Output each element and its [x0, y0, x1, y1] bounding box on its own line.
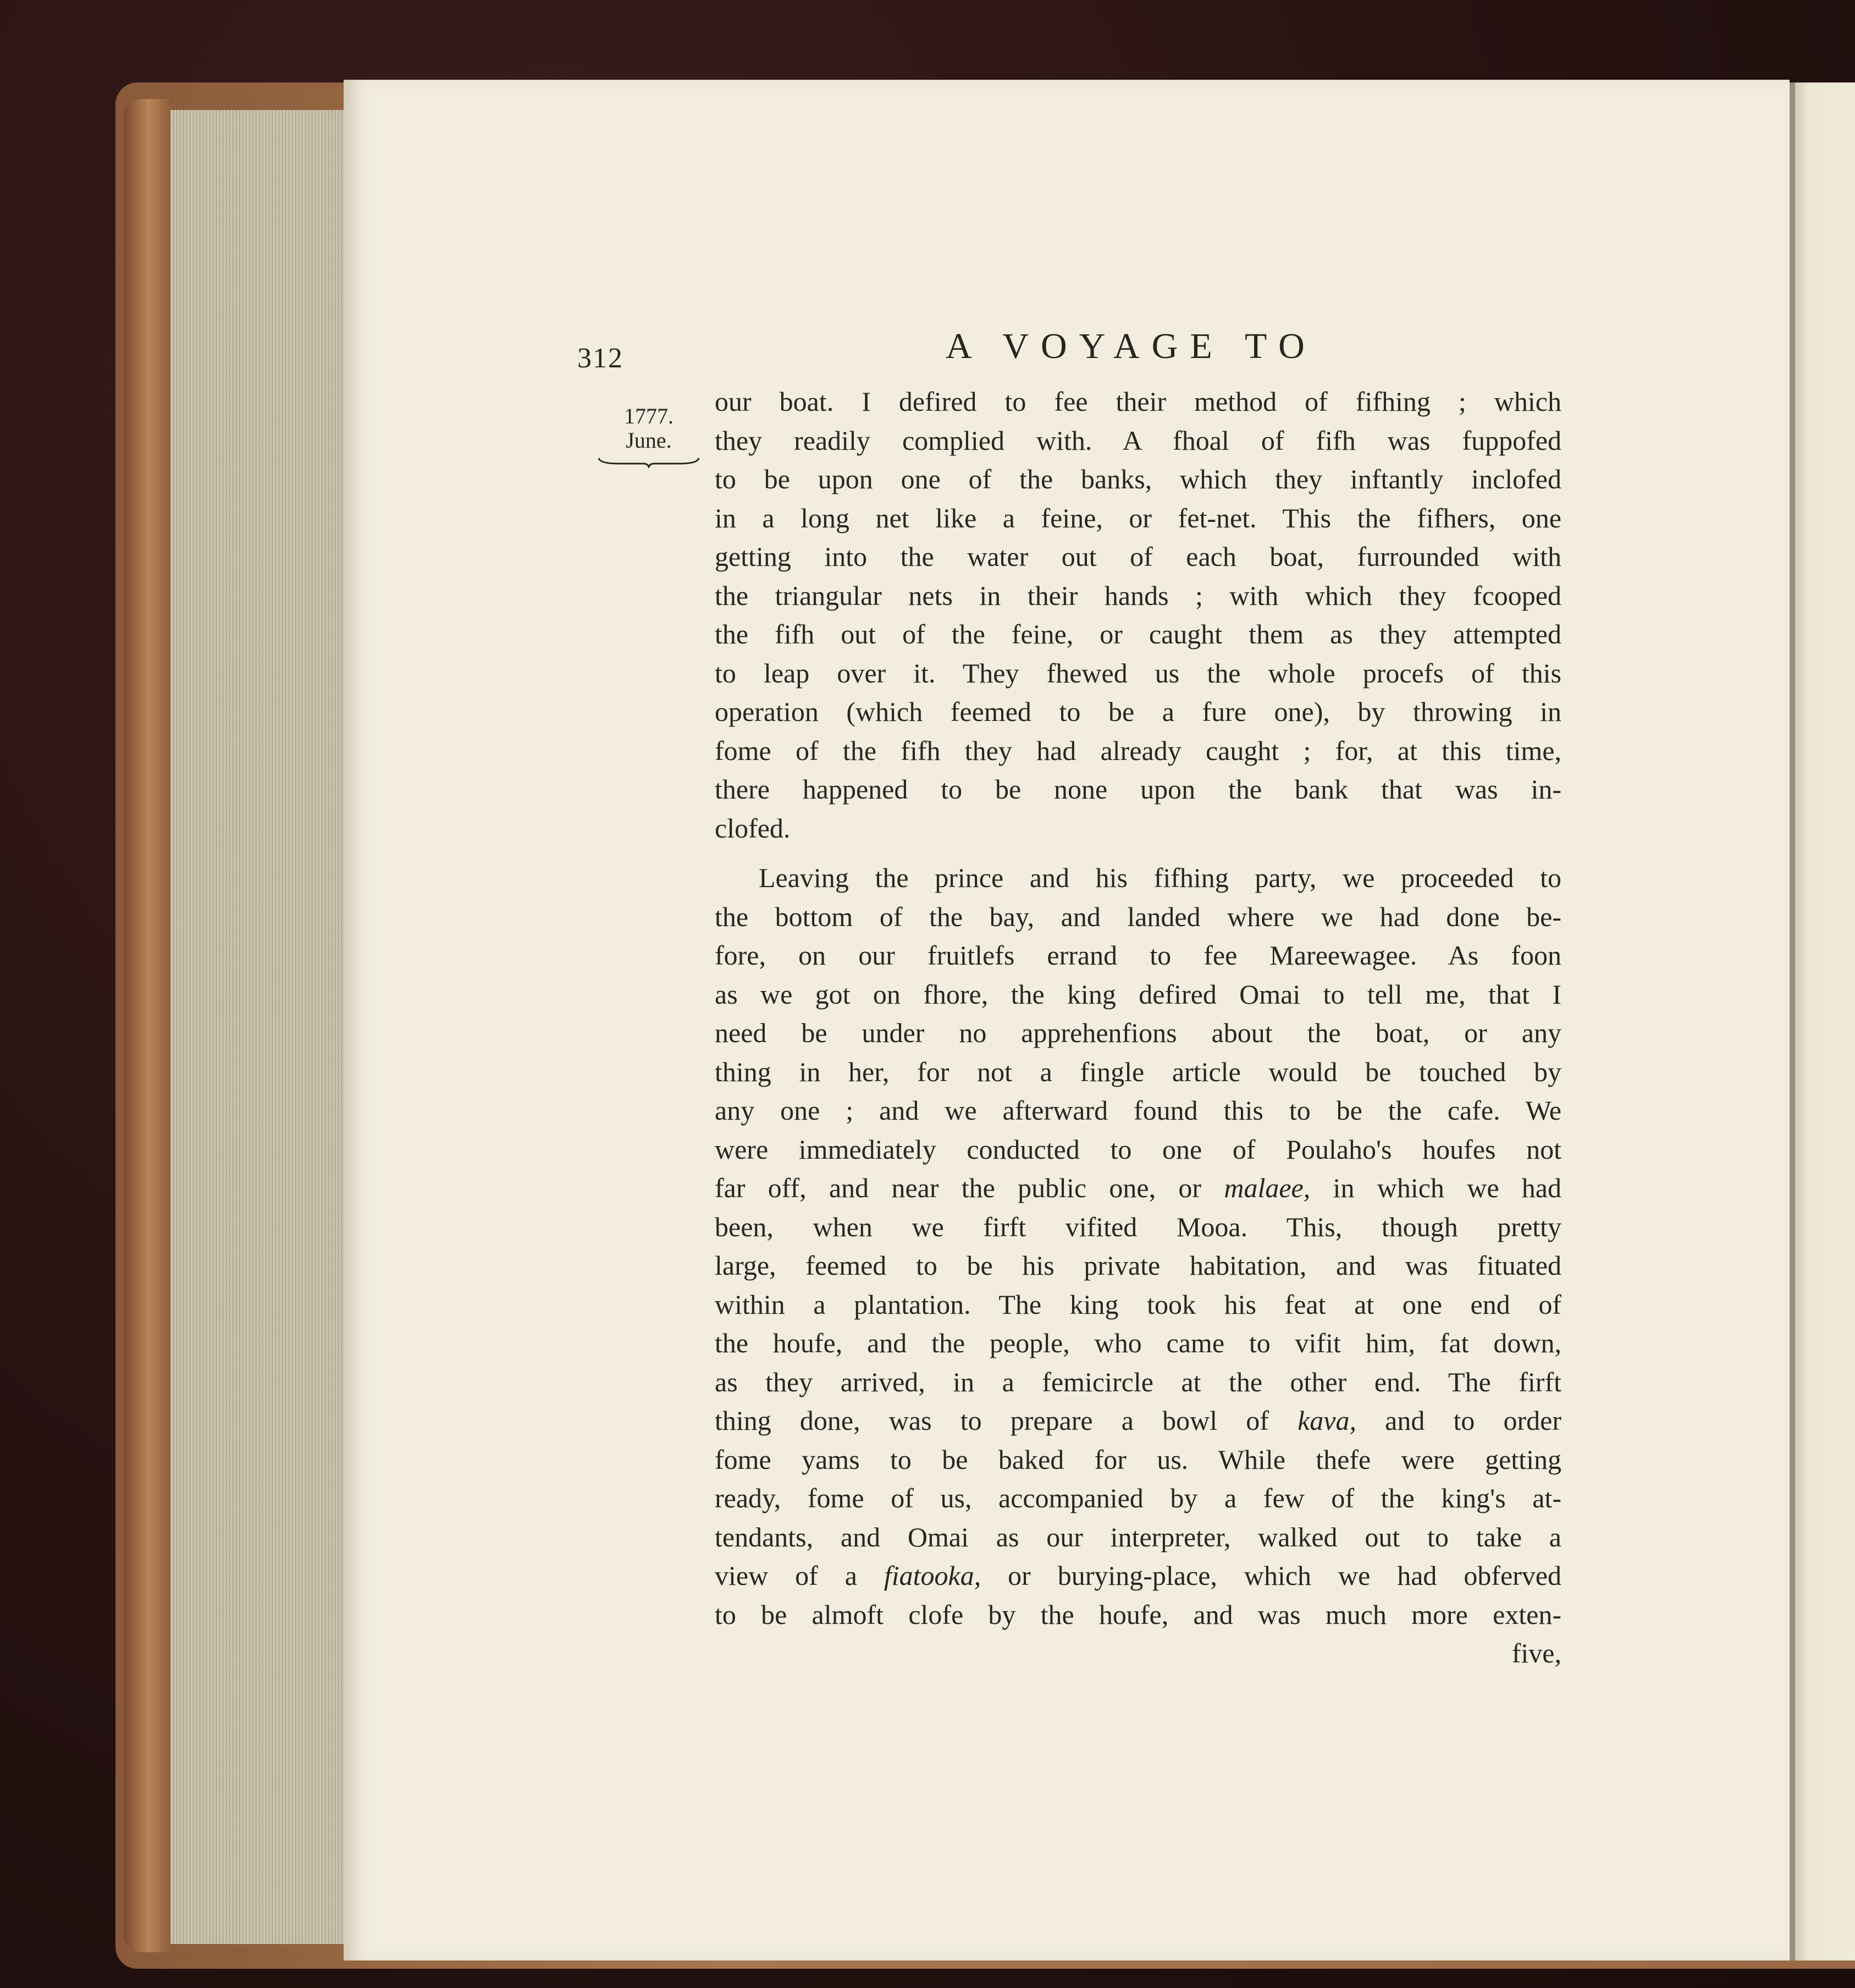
text-line: need be under no apprehenfions about the boat, or any	[715, 1017, 1561, 1048]
text-line: our boat. I defired to fee their method of fifhing ; which	[715, 386, 1561, 417]
text-line: any one ; and we afterward found this to be the cafe. We	[715, 1095, 1561, 1126]
text-line: they readily complied with. A fhoal of fifh was fuppofed	[715, 425, 1561, 456]
brace-icon	[597, 455, 701, 468]
text-line: as we got on fhore, the king defired Omai to tell me, that I	[715, 978, 1561, 1010]
text-line: large, feemed to be his private habitation, and was fituated	[715, 1250, 1561, 1281]
text-segment: view of a	[715, 1560, 857, 1591]
text-line: in a long net like a feine, or fet-net. This the fifhers, one	[715, 502, 1561, 533]
page-block-edge	[170, 110, 344, 1944]
text-line: to leap over it. They fhewed us the whole procefs of this	[715, 657, 1561, 689]
text-line: to be upon one of the banks, which they inftantly inclofed	[715, 464, 1561, 494]
text-line: the houfe, and the people, who came to vifit him, fat down,	[715, 1328, 1561, 1358]
text-line-with-italic	[715, 1169, 1561, 1208]
text-line: ready, fome of us, accompanied by a few of the king's at-	[715, 1483, 1561, 1513]
text-line: operation (which feemed to be a fure one), by throwing in	[715, 696, 1561, 727]
text-line: been, when we firft vifited Mooa. This, though pretty	[715, 1211, 1561, 1242]
text-line: getting into the water out of each boat, furrounded with	[715, 541, 1561, 572]
text-segment: in which we had	[1333, 1172, 1561, 1203]
text-segment: far off, and near the public one, or	[715, 1172, 1202, 1203]
text-line: fome yams to be baked for us. While thefe were getting	[715, 1444, 1561, 1475]
page-number: 312	[577, 343, 623, 374]
text-line: within a plantation. The king took his feat at one end of	[715, 1288, 1561, 1320]
text-segment: thing done, was to prepare a bowl of	[715, 1405, 1269, 1436]
facing-page-edge	[1790, 82, 1855, 1961]
text-line: there happened to be none upon the bank that was in-	[715, 774, 1561, 805]
margin-note	[594, 404, 704, 468]
text-line: thing in her, for not a fingle article would be touched by	[715, 1056, 1561, 1087]
gutter	[1790, 82, 1795, 1961]
italic-term: malaee,	[1224, 1172, 1311, 1203]
text-line: as they arrived, in a femicircle at the other end. The firft	[715, 1366, 1561, 1397]
margin-year: 1777.	[624, 404, 673, 428]
body-text	[715, 382, 1561, 1673]
text-line: tendants, and Omai as our interpreter, walked out to take a	[715, 1521, 1561, 1552]
italic-term: fiatooka,	[884, 1560, 981, 1591]
catchword: five,	[1511, 1638, 1561, 1668]
text-line: to be almoft clofe by the houfe, and was much more exten-	[715, 1599, 1561, 1630]
running-head: A VOYAGE TO	[946, 326, 1317, 366]
margin-month: June.	[626, 428, 672, 453]
text-line: the triangular nets in their hands ; with which they fcooped	[715, 580, 1561, 611]
text-line: were immediately conducted to one of Poulaho's houfes not	[715, 1133, 1561, 1165]
text-line: fore, on our fruitlefs errand to fee Mareewagee. As foon	[715, 940, 1561, 971]
book-cover-edge	[124, 99, 173, 1952]
text-line: the bottom of the bay, and landed where we had done be-	[715, 901, 1561, 932]
text-segment: and to order	[1385, 1405, 1562, 1436]
italic-term: kava,	[1298, 1405, 1356, 1436]
text-line: clofed.	[715, 812, 791, 844]
text-line: Leaving the prince and his fifhing party, we proceeded to	[759, 862, 1561, 893]
text-line: fome of the fifh they had already caught ; for, at this time,	[715, 735, 1561, 766]
text-segment: or burying-place, which we had obferved	[1008, 1560, 1562, 1591]
text-line-with-italic	[715, 1401, 1561, 1440]
text-line-with-italic	[715, 1556, 1561, 1595]
text-line: the fifh out of the feine, or caught them as they attempted	[715, 619, 1561, 649]
